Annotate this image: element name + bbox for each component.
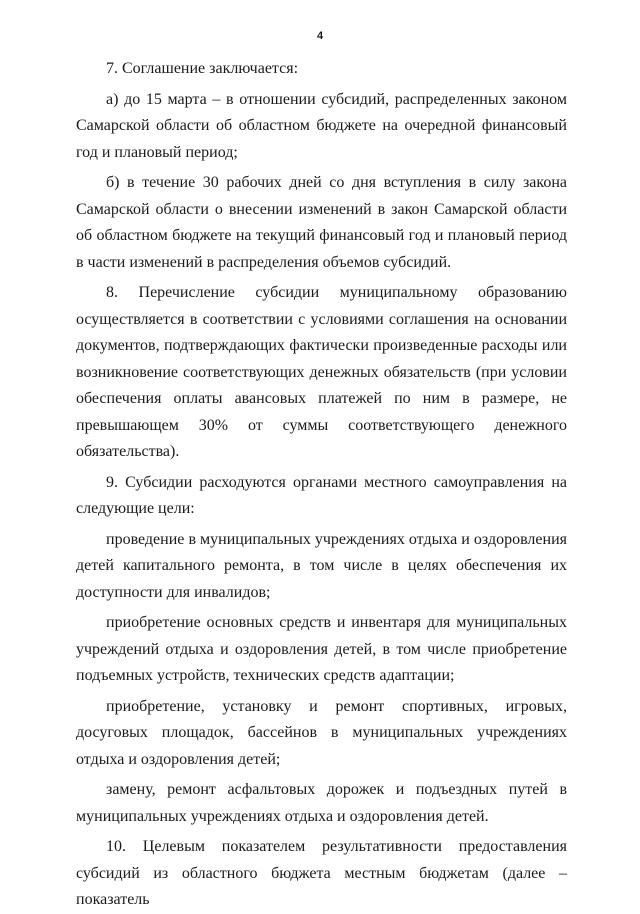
document-body: [76, 56, 567, 914]
purpose-item-fixed-assets: приобретение основных средств и инвентаря для муниципальных учреждений отдыха и оздоровления детей, в том числе приобретение подъемных устройств, технических средств адаптации;: [76, 614, 567, 684]
paragraph-8: 8. Перечисление субсидии муниципальному образованию осуществляется в соответствии с условиями соглашения на основании документов, подтверждающих фактически произведенные расходы или возникновение соответствующих денежных обязательств (при условии обеспечения оплаты авансовых платежей по ним в размере, не превышающем 30% от суммы соответствующего денежного обязательства).: [76, 284, 567, 460]
paragraph-7a: а) до 15 марта – в отношении субсидий, распределенных законом Самарской области об областном бюджете на очередной финансовый год и плановый период;: [76, 90, 567, 161]
paragraph-10: 10. Целевым показателем результативности предоставления субсидий из областного бюджета местным бюджетам (далее – показатель: [76, 838, 567, 908]
purpose-item-paths-repair: замену, ремонт асфальтовых дорожек и подъездных путей в муниципальных учреждениях отдыха и оздоровления детей.: [76, 781, 567, 825]
purpose-item-capital-repair: проведение в муниципальных учреждениях отдыха и оздоровления детей капитального ремонта, в том числе в целях обеспечения их доступности для инвалидов;: [76, 530, 567, 601]
page-number: 4: [316, 30, 324, 42]
paragraph-7b: б) в течение 30 рабочих дней со дня вступления в силу закона Самарской области о внесении изменений в закон Самарской области об областном бюджете на текущий финансовый год и плановый период в части изменений в распределения объемов субсидий.: [76, 174, 567, 271]
paragraph-9: 9. Субсидии расходуются органами местного самоуправления на следующие цели:: [76, 473, 567, 517]
purpose-item-sports-grounds: приобретение, установку и ремонт спортивных, игровых, досуговых площадок, бассейнов в муниципальных учреждениях отдыха и оздоровления детей;: [76, 697, 567, 768]
paragraph-7-heading: 7. Соглашение заключается:: [106, 60, 299, 77]
